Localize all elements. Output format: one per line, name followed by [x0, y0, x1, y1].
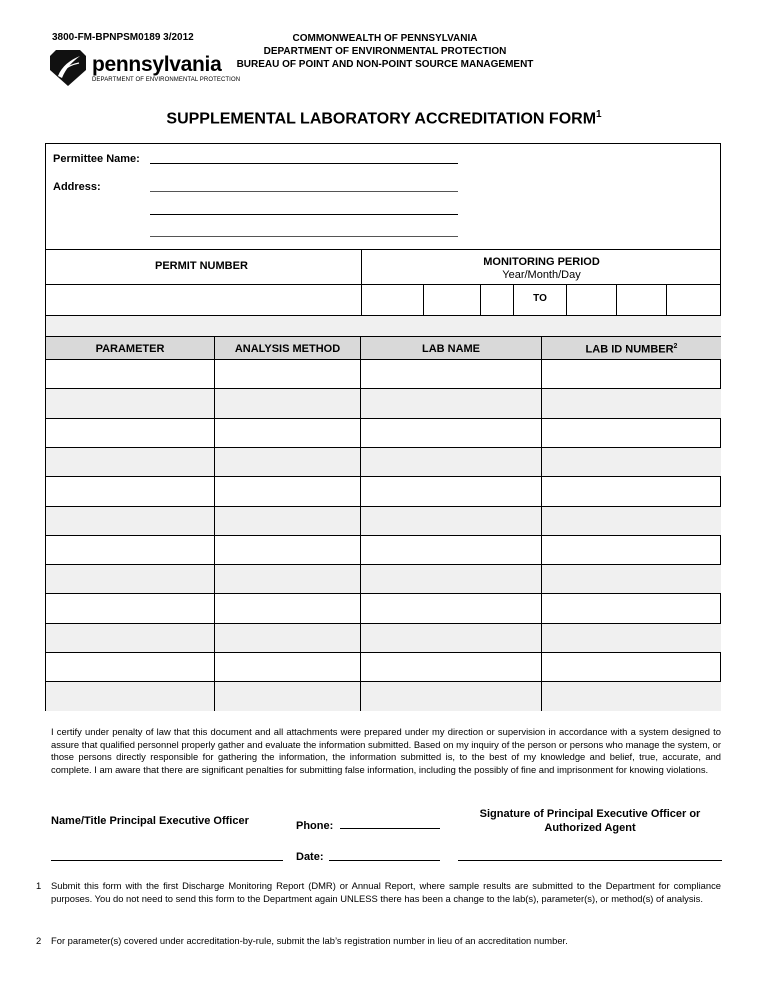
lab-name-cell[interactable]: [361, 682, 542, 711]
lab-name-cell[interactable]: [361, 507, 542, 535]
lab-name-cell[interactable]: [361, 360, 542, 388]
analysis-method-cell[interactable]: [215, 624, 361, 652]
analysis-method-cell[interactable]: [215, 360, 361, 388]
lab-id-cell[interactable]: [542, 507, 721, 535]
analysis-method-cell[interactable]: [215, 536, 361, 564]
lab-id-cell[interactable]: [542, 360, 721, 388]
form-title-text: SUPPLEMENTAL LABORATORY ACCREDITATION FORM: [166, 110, 597, 128]
lab-id-cell[interactable]: [542, 389, 721, 418]
analysis-method-cell[interactable]: [215, 682, 361, 711]
parameter-cell[interactable]: [46, 565, 215, 593]
footnote-1: Submit this form with the first Discharge Monitoring Report (DMR) or Annual Report, where sample results are submitted to the Department for compliance purposes. You do not need to send this form to the Department again UNLESS there has been a change to the lab(s), parameter(s), or method(s) of analysis.: [51, 880, 721, 904]
agency-line-1: COMMONWEALTH OF PENNSYLVANIA: [292, 33, 478, 44]
address-line-2-field[interactable]: [150, 214, 458, 215]
period-end-day-field[interactable]: [667, 285, 721, 314]
permittee-name-field[interactable]: [150, 163, 458, 164]
analysis-method-cell[interactable]: [215, 389, 361, 418]
date-field[interactable]: [329, 860, 440, 861]
period-end-month-field[interactable]: [617, 285, 666, 314]
lab-id-cell[interactable]: [542, 477, 721, 506]
to-label: TO: [533, 293, 547, 304]
lab-name-cell[interactable]: [361, 419, 542, 447]
parameter-cell[interactable]: [46, 507, 215, 535]
lab-name-cell[interactable]: [361, 653, 542, 681]
phone-field[interactable]: [340, 828, 440, 829]
lab-name-cell[interactable]: [361, 477, 542, 506]
parameter-cell[interactable]: [46, 389, 215, 418]
period-end-year-field[interactable]: [567, 285, 616, 314]
spacer-band: [46, 316, 721, 336]
address-line-1-field[interactable]: [150, 191, 458, 192]
analysis-method-cell[interactable]: [215, 477, 361, 506]
lab-id-cell[interactable]: [542, 536, 721, 564]
parameter-cell[interactable]: [46, 594, 215, 623]
footnote-2: For parameter(s) covered under accreditation-by-rule, submit the lab’s registration number in lieu of an accreditation number.: [51, 935, 568, 946]
analysis-method-cell[interactable]: [215, 594, 361, 623]
footnote-2-mark: 2: [36, 935, 42, 946]
form-title: [0, 109, 768, 128]
period-start-day-field[interactable]: [481, 285, 513, 314]
column-header-lab-name: LAB NAME: [421, 343, 481, 355]
parameter-cell[interactable]: [46, 360, 215, 388]
name-title-field[interactable]: [51, 860, 283, 861]
column-header-analysis-method: ANALYSIS METHOD: [234, 343, 341, 355]
lab-id-cell[interactable]: [542, 594, 721, 623]
certification-statement: I certify under penalty of law that this document and all attachments were prepared under my direction or supervision in accordance with a system designed to assure that qualified personnel properly gather and evaluate the information submitted. Based on my inquiry of the person or persons who manage the system, or those persons directly responsible for gathering the information, the information submitted is, to the best of my knowledge and belief, true, accurate, and complete. I am aware that there are significant penalties for submitting false information, including the possibly of fine and imprisonment for knowing violations.: [51, 726, 721, 775]
analysis-method-cell[interactable]: [215, 507, 361, 535]
column-divider: [360, 336, 361, 711]
lab-name-cell[interactable]: [361, 565, 542, 593]
monitoring-period-sub: Year/Month/Day: [502, 269, 581, 281]
period-start-month-field[interactable]: [424, 285, 480, 314]
lab-id-cell[interactable]: [542, 419, 721, 447]
parameter-cell[interactable]: [46, 477, 215, 506]
column-header-lab-id-number: LAB ID NUMBER$^2$: [585, 343, 678, 356]
date-label: Date:: [296, 851, 324, 863]
agency-header: [230, 32, 540, 71]
signature-label: Signature of Principal Executive Officer or Authorized Agent: [479, 808, 701, 834]
lab-id-cell[interactable]: [542, 653, 721, 681]
row-divider: [45, 359, 721, 360]
lab-id-cell[interactable]: [542, 624, 721, 652]
parameter-cell[interactable]: [46, 419, 215, 447]
permittee-name-label: Permittee Name:: [53, 153, 140, 165]
permit-number-label: PERMIT NUMBER: [155, 260, 248, 272]
divider: [45, 249, 721, 250]
parameter-cell[interactable]: [46, 536, 215, 564]
permit-number-field[interactable]: [46, 285, 361, 314]
parameter-cell[interactable]: [46, 653, 215, 681]
footnote-1-mark: 1: [36, 880, 42, 891]
agency-line-2: DEPARTMENT OF ENVIRONMENTAL PROTECTION: [263, 46, 507, 57]
lab-name-cell[interactable]: [361, 389, 542, 418]
address-label: Address:: [53, 181, 101, 193]
lab-name-cell[interactable]: [361, 536, 542, 564]
logo-subtitle: DEPARTMENT OF ENVIRONMENTAL PROTECTION: [92, 77, 241, 83]
lab-id-cell[interactable]: [542, 682, 721, 711]
lab-name-cell[interactable]: [361, 594, 542, 623]
lab-id-cell[interactable]: [542, 448, 721, 476]
logo-wordmark: pennsylvania: [92, 53, 222, 76]
column-divider: [214, 336, 215, 711]
address-line-3-field[interactable]: [150, 236, 458, 237]
parameter-cell[interactable]: [46, 624, 215, 652]
lab-id-cell[interactable]: [542, 565, 721, 593]
form-id: 3800-FM-BPNPSM0189 3/2012: [52, 32, 194, 43]
lab-name-cell[interactable]: [361, 624, 542, 652]
agency-line-3: BUREAU OF POINT AND NON-POINT SOURCE MANAGEMENT: [236, 59, 534, 70]
phone-label: Phone:: [296, 820, 334, 832]
monitoring-period-label: MONITORING PERIOD: [483, 256, 600, 268]
period-start-year-field[interactable]: [362, 285, 423, 314]
title-footnote-mark: 1: [596, 109, 602, 120]
pa-keystone-logo-icon: [46, 48, 90, 88]
parameter-cell[interactable]: [46, 682, 215, 711]
column-header-parameter: PARAMETER: [95, 343, 165, 355]
analysis-method-cell[interactable]: [215, 653, 361, 681]
name-title-label: Name/Title Principal Executive Officer: [51, 815, 249, 827]
column-divider: [541, 336, 542, 711]
analysis-method-cell[interactable]: [215, 565, 361, 593]
parameter-cell[interactable]: [46, 448, 215, 476]
signature-field[interactable]: [458, 860, 722, 861]
analysis-method-cell[interactable]: [215, 419, 361, 447]
analysis-method-cell[interactable]: [215, 448, 361, 476]
lab-name-cell[interactable]: [361, 448, 542, 476]
